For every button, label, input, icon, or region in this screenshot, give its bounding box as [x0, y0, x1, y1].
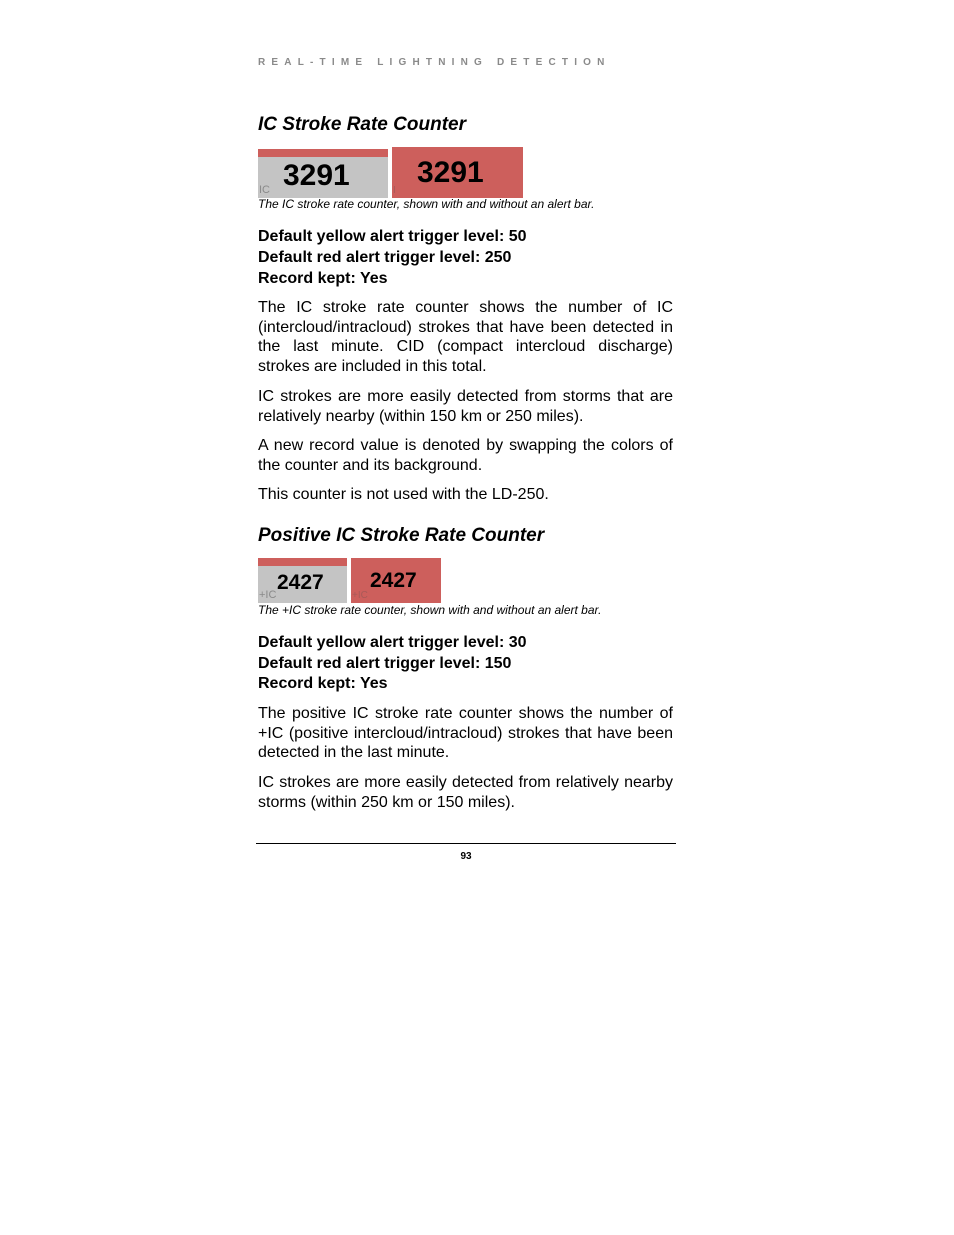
spec-record-kept: Record kept: Yes	[258, 270, 388, 287]
figure-caption: The IC stroke rate counter, shown with and without an alert bar.	[258, 197, 595, 211]
alert-bar	[258, 149, 388, 157]
positive-ic-counter-with-alert-bar	[258, 558, 347, 603]
running-head: REAL-TIME LIGHTNING DETECTION	[258, 57, 611, 68]
counter-value: 2427	[277, 571, 324, 594]
footer-rule	[256, 843, 676, 844]
counter-value: 3291	[417, 156, 484, 189]
spec-red-alert: Default red alert trigger level: 150	[258, 655, 512, 672]
spec-record-kept: Record kept: Yes	[258, 675, 388, 692]
counter-label: I	[393, 185, 396, 196]
figure-caption: The +IC stroke rate counter, shown with and without an alert bar.	[258, 603, 602, 617]
paragraph: IC strokes are more easily detected from relatively nearby storms (within 250 km or 150 miles).	[258, 774, 673, 811]
counter-label: +IC	[259, 589, 277, 601]
alert-bar	[258, 558, 347, 566]
paragraph: IC strokes are more easily detected from storms that are relatively nearby (within 150 km or 250 miles).	[258, 388, 673, 425]
page-number: 93	[460, 851, 472, 862]
paragraph: This counter is not used with the LD-250.	[258, 486, 549, 503]
section-title-ic: IC Stroke Rate Counter	[258, 114, 466, 135]
section-title-positive-ic: Positive IC Stroke Rate Counter	[258, 525, 545, 546]
spec-yellow-alert: Default yellow alert trigger level: 50	[258, 228, 527, 245]
ic-counter-alert	[392, 147, 523, 198]
spec-yellow-alert: Default yellow alert trigger level: 30	[258, 634, 527, 651]
paragraph: The IC stroke rate counter shows the number of IC (intercloud/intracloud) strokes that have been detected in the last minute. CID (compact intercloud discharge) strokes are included in this total.	[258, 299, 673, 375]
counter-label: +IC	[352, 590, 368, 601]
ic-counter-with-alert-bar	[258, 149, 388, 198]
counter-value: 2427	[370, 569, 417, 592]
counter-value: 3291	[283, 159, 350, 192]
paragraph: A new record value is denoted by swapping the colors of the counter and its background.	[258, 437, 673, 474]
positive-ic-counter-alert	[351, 558, 441, 603]
counter-label: IC	[259, 184, 270, 196]
spec-red-alert: Default red alert trigger level: 250	[258, 249, 512, 266]
paragraph: The positive IC stroke rate counter shows the number of +IC (positive intercloud/intracloud) strokes that have been detected in the last minute.	[258, 705, 673, 762]
